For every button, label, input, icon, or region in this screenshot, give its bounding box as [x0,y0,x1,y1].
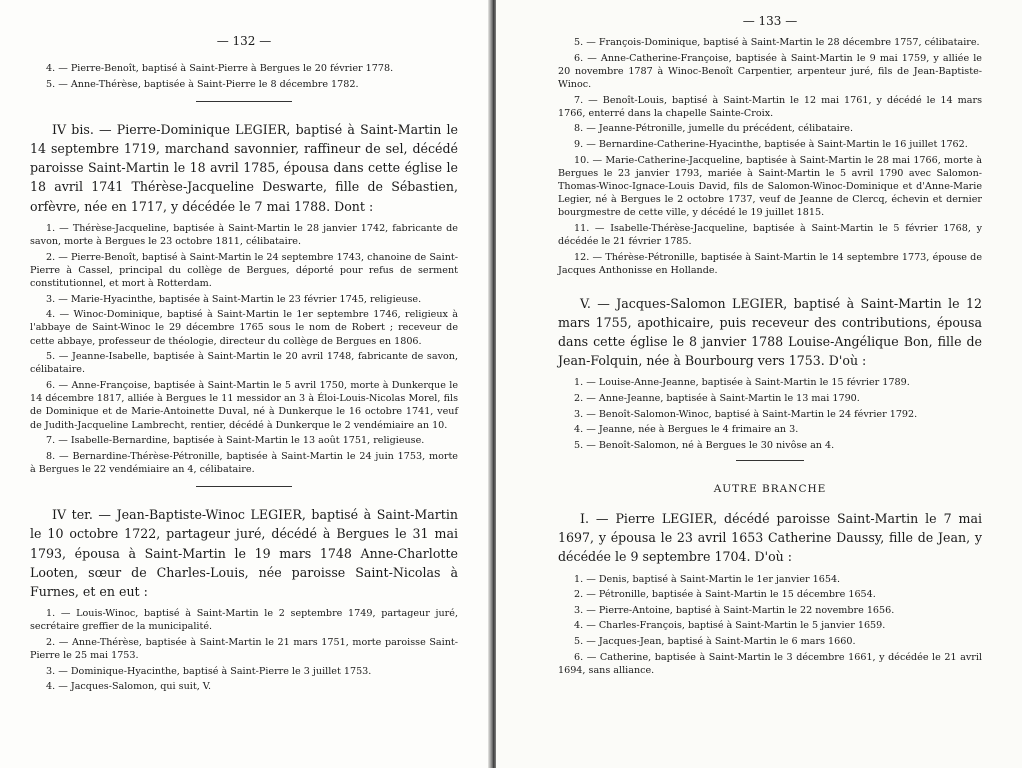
list-item: 11. — Isabelle-Thérèse-Jacqueline, baptisée à Saint-Martin le 5 février 1768, y décédée le 21 février 1785. [558,222,982,248]
list-item: 1. — Louis-Winoc, baptisé à Saint-Martin le 2 septembre 1749, partageur juré, secrétaire greffier de la municipalité. [30,608,458,633]
section-divider [196,101,292,102]
list-item: 4. — Jeanne, née à Bergues le 4 frimaire an 3. [574,424,799,436]
list-item: 4. — Pierre-Benoît, baptisé à Saint-Pierre à Bergues le 20 février 1778. [46,63,394,74]
section-4bis-paragraph: IV bis. — Pierre-Dominique LEGIER, baptisé à Saint-Martin le 14 septembre 1719, marchand savonnier, raffineur de sel, décédé paroisse Saint-Martin le 18 avril 1785, épousa dans cette église le 18 avril 1741 Thérèse-Jacqueline Deswarte, fille de Sébastien, orfèvre, née en 1717, y décédée le 7 mai 1788. Dont : [30,121,458,214]
other-branch-heading: AUTRE BRANCHE [713,482,827,495]
list-item: 10. — Marie-Catherine-Jacqueline, baptisée à Saint-Martin le 28 mai 1766, morte à Bergues le 23 janvier 1793, mariée à Saint-Martin le 5 avril 1790 avec Salomon-Thomas-Winoc-Ignace-Louis David, fils de Salomon-Winoc-Dominique et d'Anne-Marie Legier, né à Bergues le 2 octobre 1737, veuf de Jeanne de Clercq, échevin et dernier bourgmestre de cette ville, y décédé le 19 juillet 1815. [558,154,982,219]
section-divider [196,486,292,487]
list-item: 1. — Thérèse-Jacqueline, baptisée à Saint-Martin le 28 janvier 1742, fabricante de savon, morte à Bergues le 23 octobre 1811, célibataire. [30,222,458,248]
list-item: 6. — Anne-Françoise, baptisée à Saint-Martin le 5 avril 1750, morte à Dunkerque le 14 décembre 1817, alliée à Bergues le 11 messidor an 3 à Éloi-Louis-Nicolas Morel, fils de Dominique et de Marie-Antoinette Duval, né à Dunkerque le 16 octobre 1741, veuf de Judith-Jacqueline Lambrecht, rentier, décédé à Dunkerque le 2 vendémiaire an 10. [30,380,458,431]
list-item: 2. — Pierre-Benoît, baptisé à Saint-Martin le 24 septembre 1743, chanoine de Saint-Pierre à Cassel, principal du collège de Bergues, déporté pour refus de serment constitutionnel, et mort à Rotterdam. [30,251,458,290]
list-item: 3. — Pierre-Antoine, baptisé à Saint-Martin le 22 novembre 1656. [574,604,895,616]
list-item: 6. — Anne-Catherine-Françoise, baptisée à Saint-Martin le 9 mai 1759, y alliée le 20 novembre 1787 à Winoc-Benoît Carpentier, arpenteur juré, fils de Jean-Baptiste-Winoc. [558,52,982,90]
list-item: 4. — Winoc-Dominique, baptisé à Saint-Martin le 1er septembre 1746, religieux à l'abbaye de Saint-Winoc le 29 décembre 1765 sous le nom de Robert ; receveur de cette abbaye, professeur de théologie, directeur du collège de Bergues en 1806. [30,309,458,347]
list-item: 7. — Benoît-Louis, baptisé à Saint-Martin le 12 mai 1761, y décédé le 14 mars 1766, enterré dans la chapelle Sainte-Croix. [558,94,982,119]
list-item: 4. — Jacques-Salomon, qui suit, V. [46,681,212,693]
list-item: 3. — Marie-Hyacinthe, baptisée à Saint-Martin le 23 février 1745, religieuse. [46,293,422,305]
list-item: 4. — Charles-François, baptisé à Saint-Martin le 5 janvier 1659. [574,620,886,632]
section-5-paragraph: V. — Jacques-Salomon LEGIER, baptisé à Saint-Martin le 12 mars 1755, apothicaire, puis receveur des contributions, épousa dans cette église le 8 janvier 1788 Louise-Angélique Bon, fille de Jean-Folquin, née à Bourbourg vers 1753. D'où : [558,295,982,369]
list-item: 5. — Jeanne-Isabelle, baptisée à Saint-Martin le 20 avril 1748, fabricante de savon, célibataire. [30,351,458,376]
section-4ter-paragraph: IV ter. — Jean-Baptiste-Winoc LEGIER, baptisé à Saint-Martin le 10 octobre 1722, partageur juré, décédé à Bergues le 31 mai 1793, épousa à Saint-Martin le 19 mars 1748 Anne-Charlotte Looten, sœur de Charles-Louis, née paroisse Saint-Nicolas à Furnes, et en eut : [30,507,458,600]
section-1-paragraph: I. — Pierre LEGIER, décédé paroisse Saint-Martin le 7 mai 1697, y épousa le 23 avril 1653 Catherine Daussy, fille de Jean, y décédée le 9 septembre 1704. D'où : [558,510,982,565]
list-item: 1. — Denis, baptisé à Saint-Martin le 1er janvier 1654. [574,573,841,585]
list-item: 5. — Benoît-Salomon, né à Bergues le 30 nivôse an 4. [574,439,835,451]
list-item: 8. — Bernardine-Thérèse-Pétronille, baptisée à Saint-Martin le 24 juin 1753, morte à Bergues le 22 vendémiaire an 4, célibataire. [30,450,458,475]
list-item: 3. — Dominique-Hyacinthe, baptisé à Saint-Pierre le 3 juillet 1753. [46,665,372,677]
list-item: 2. — Pétronille, baptisée à Saint-Martin le 15 décembre 1654. [574,589,876,601]
list-item: 12. — Thérèse-Pétronille, baptisée à Saint-Martin le 14 septembre 1773, épouse de Jacques Anthonisse en Hollande. [558,251,982,276]
list-item: 9. — Bernardine-Catherine-Hyacinthe, baptisée à Saint-Martin le 16 juillet 1762. [574,138,968,150]
list-item: 7. — Isabelle-Bernardine, baptisée à Saint-Martin le 13 août 1751, religieuse. [46,435,425,447]
list-item: 8. — Jeanne-Pétronille, jumelle du précédent, célibataire. [574,123,854,135]
page-number-left: — 132 — [216,34,272,48]
list-item: 5. — Anne-Thérèse, baptisée à Saint-Pierre le 8 décembre 1782. [46,78,359,90]
list-item: 1. — Louise-Anne-Jeanne, baptisée à Saint-Martin le 15 février 1789. [574,377,910,389]
left-page [0,0,490,768]
page-number-right: — 133 — [742,14,798,28]
section-divider [736,460,804,461]
list-item: 6. — Catherine, baptisée à Saint-Martin le 3 décembre 1661, y décédée le 21 avril 1694, sans alliance. [558,651,982,676]
list-item: 3. — Benoît-Salomon-Winoc, baptisé à Saint-Martin le 24 février 1792. [574,408,918,420]
list-item: 5. — François-Dominique, baptisé à Saint-Martin le 28 décembre 1757, célibataire. [574,37,980,48]
right-page [496,0,1022,768]
list-item: 2. — Anne-Thérèse, baptisée à Saint-Martin le 21 mars 1751, morte paroisse Saint-Pierre le 25 mai 1753. [30,637,458,662]
list-item: 5. — Jacques-Jean, baptisé à Saint-Martin le 6 mars 1660. [574,635,856,647]
list-item: 2. — Anne-Jeanne, baptisée à Saint-Martin le 13 mai 1790. [574,392,860,404]
